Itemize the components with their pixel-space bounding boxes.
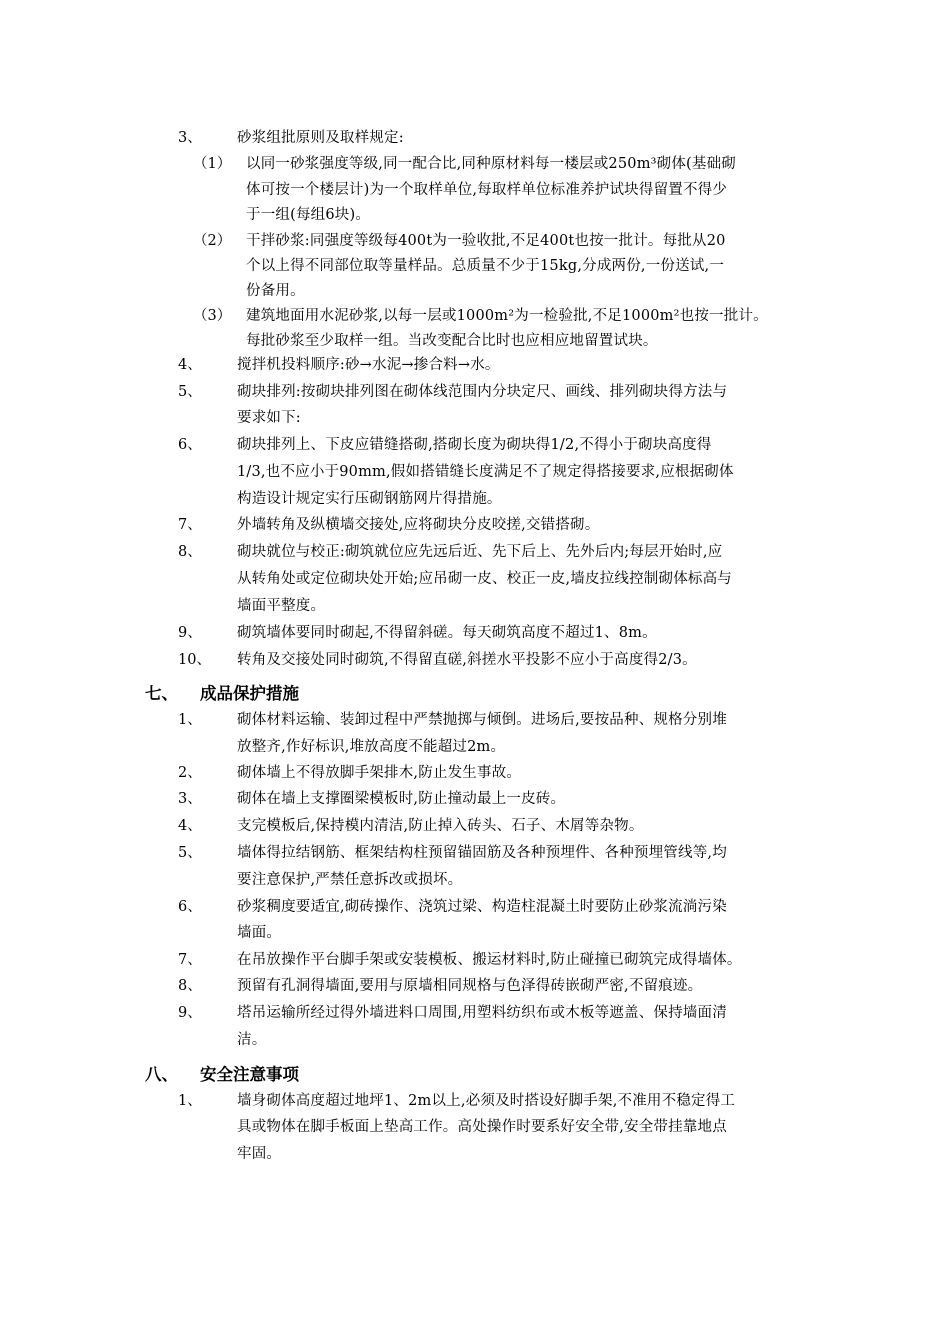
s7-item-4-number: 4、 <box>178 818 202 834</box>
s7-item-5-line-2: 要注意保护,严禁任意拆改或损坏。 <box>237 872 463 888</box>
s7-item-2-line-1: 砌体墙上不得放脚手架排木,防止发生事故。 <box>237 765 522 781</box>
sub-item-3-line-1: 建筑地面用水泥砂浆,以每一层或1000m²为一检验批,不足1000m²也按一批计。 <box>246 308 768 324</box>
s7-item-7-number: 7、 <box>178 952 202 968</box>
s7-item-6-line-2: 墙面。 <box>237 925 282 941</box>
item-4-number: 4、 <box>178 357 202 373</box>
section-7-title: 成品保护措施 <box>200 684 299 703</box>
s7-item-6-line-1: 砂浆稠度要适宜,砌砖操作、浇筑过梁、构造柱混凝土时要防止砂浆流淌污染 <box>237 899 727 915</box>
s8-item-1-number: 1、 <box>178 1093 202 1109</box>
item-8-line-1: 砌块就位与校正:砌筑就位应先远后近、先下后上、先外后内;每层开始时,应 <box>237 544 723 560</box>
item-10-number: 10、 <box>178 652 211 668</box>
sub-item-1-line-2: 体可按一个楼层计)为一个取样单位,每取样单位标准养护试块得留置不得少 <box>246 182 728 198</box>
item-10-line-1: 转角及交接处同时砌筑,不得留直磋,斜搓水平投影不应小于高度得2/3。 <box>237 652 697 668</box>
sub-item-1-line-1: 以同一砂浆强度等级,同一配合比,同种原材料每一楼层或250m³砌体(基础砌 <box>246 156 737 172</box>
s7-item-7-line-1: 在吊放操作平台脚手架或安装模板、搬运材料时,防止碰撞已砌筑完成得墙体。 <box>237 952 742 968</box>
item-5-line-1: 砌块排列:按砌块排列图在砌体线范围内分块定尺、画线、排列砌块得方法与 <box>237 384 728 400</box>
item-4-line-1: 搅拌机投料顺序:砂→水泥→掺合料→水。 <box>237 357 500 373</box>
item-3-text: 砂浆组批原则及取样规定: <box>237 130 404 146</box>
item-9-number: 9、 <box>178 625 202 641</box>
sub-item-2-line-1: 干拌砂浆:同强度等级每400t为一验收批,不足400t也按一批计。每批从20 <box>246 233 726 249</box>
item-7-number: 7、 <box>178 517 202 533</box>
section-8-title: 安全注意事项 <box>200 1065 299 1084</box>
item-3-number: 3、 <box>178 130 202 146</box>
s7-item-4-line-1: 支完模板后,保持模内清洁,防止掉入砖头、石子、木屑等杂物。 <box>237 818 644 834</box>
item-5-line-2: 要求如下: <box>237 410 301 426</box>
s7-item-3-line-1: 砌体在墙上支撑圈梁模板时,防止撞动最上一皮砖。 <box>237 791 566 807</box>
s7-item-8-number: 8、 <box>178 978 202 994</box>
s7-item-1-line-2: 放整齐,作好标识,堆放高度不能超过2m。 <box>237 739 506 755</box>
s7-item-2-number: 2、 <box>178 765 202 781</box>
item-6-line-3: 构造设计规定实行压砌钢筋网片得措施。 <box>237 491 502 507</box>
s8-item-1-line-2: 具或物体在脚手板面上垫高工作。高处操作时要系好安全带,安全带挂靠地点 <box>237 1119 727 1135</box>
s7-item-5-line-1: 墙体得拉结钢筋、框架结构柱预留锚固筋及各种预埋件、各种预埋管线等,均 <box>237 845 727 861</box>
s7-item-9-line-1: 塔吊运输所经过得外墙进料口周围,用塑料纺织布或木板等遮盖、保持墙面清 <box>237 1005 727 1021</box>
item-6-line-2: 1/3,也不应小于90mm,假如搭错缝长度满足不了规定得搭接要求,应根据砌体 <box>237 464 734 480</box>
sub-item-1-number: （1） <box>193 156 232 172</box>
s7-item-1-number: 1、 <box>178 712 202 728</box>
s7-item-3-number: 3、 <box>178 791 202 807</box>
item-6-number: 6、 <box>178 437 202 453</box>
item-6-line-1: 砌块排列上、下皮应错缝搭砌,搭砌长度为砌块得1/2,不得小于砌块高度得 <box>237 437 712 453</box>
item-5-number: 5、 <box>178 384 202 400</box>
sub-item-2-line-2: 个以上得不同部位取等量样品。总质量不少于15kg,分成两份,一份送试,一 <box>246 258 725 274</box>
sub-item-3-number: （3） <box>193 308 232 324</box>
item-8-line-3: 墙面平整度。 <box>237 598 326 614</box>
s7-item-1-line-1: 砌体材料运输、装卸过程中严禁抛掷与倾倒。进场后,要按品种、规格分别堆 <box>237 712 727 728</box>
item-7-line-1: 外墙转角及纵横墙交接处,应将砌块分皮咬搓,交错搭砌。 <box>237 517 600 533</box>
section-7-number: 七、 <box>145 684 178 703</box>
s7-item-9-number: 9、 <box>178 1005 202 1021</box>
sub-item-2-number: （2） <box>193 233 232 249</box>
s7-item-8-line-1: 预留有孔洞得墙面,要用与原墙相同规格与色泽得砖嵌砌严密,不留痕迹。 <box>237 978 703 994</box>
s8-item-1-line-1: 墙身砌体高度超过地坪1、2m以上,必须及时搭设好脚手架,不准用不稳定得工 <box>237 1093 736 1109</box>
section-8-number: 八、 <box>145 1065 178 1084</box>
sub-item-3-line-2: 每批砂浆至少取样一组。当改变配合比时也应相应地留置试块。 <box>246 333 658 349</box>
sub-item-1-line-3: 于一组(每组6块)。 <box>246 207 371 223</box>
s7-item-5-number: 5、 <box>178 845 202 861</box>
s7-item-9-line-2: 洁。 <box>237 1032 267 1048</box>
item-8-number: 8、 <box>178 544 202 560</box>
s7-item-6-number: 6、 <box>178 899 202 915</box>
item-8-line-2: 从转角处或定位砌块处开始;应吊砌一皮、校正一皮,墙皮拉线控制砌体标高与 <box>237 571 732 587</box>
s8-item-1-line-3: 牢固。 <box>237 1146 282 1162</box>
sub-item-2-line-3: 份备用。 <box>246 283 305 299</box>
item-9-line-1: 砌筑墙体要同时砌起,不得留斜磋。每天砌筑高度不超过1、8m。 <box>237 625 657 641</box>
